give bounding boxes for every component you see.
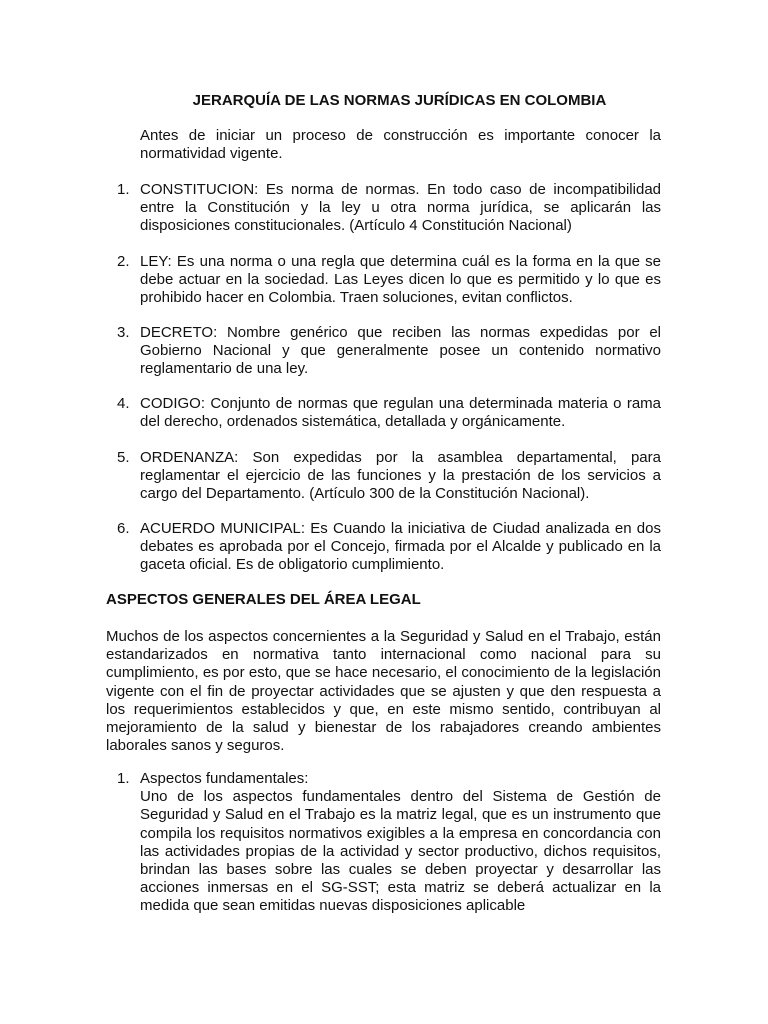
section-paragraph: Muchos de los aspectos concernientes a la Seguridad y Salud en el Trabajo, están estandarizados en normativa tanto internacional como nacional para su cumplimiento, es por esto, que se hace necesario, el conocimiento de la legislación vigente con el fin de proyectar actividades que se ajusten y que den respuesta a los requerimientos establecidos y que, en este mismo sentido, contribuyan al mejoramiento de la salud y bienestar de los rabajadores creando ambientes laborales sanos y seguros. — [106, 628, 661, 755]
list-item — [106, 181, 661, 236]
list-item-number: 4. — [117, 395, 130, 412]
aspects-list — [106, 770, 661, 916]
list-item — [106, 520, 661, 575]
list-item — [106, 324, 661, 379]
list-item-number: 6. — [117, 520, 130, 537]
list-item — [106, 449, 661, 504]
list-item-text: DECRETO: Nombre genérico que reciben las normas expedidas por el Gobierno Nacional y que generalmente posee un contenido normativo reglamentario de una ley. — [140, 324, 661, 378]
list-item-number: 3. — [117, 324, 130, 341]
list-item-number: 1. — [117, 770, 130, 787]
list-item — [106, 395, 661, 431]
list-item — [106, 253, 661, 308]
list-item-text: CODIGO: Conjunto de normas que regulan una determinada materia o rama del derecho, ordenados sistemática, detallada y orgánicamente. — [140, 395, 661, 431]
list-item-number: 2. — [117, 253, 130, 270]
section-heading: ASPECTOS GENERALES DEL ÁREA LEGAL — [106, 591, 421, 608]
list-item-text: Uno de los aspectos fundamentales dentro del Sistema de Gestión de Seguridad y Salud en el Trabajo es la matriz legal, que es un instrumento que compila los requisitos normativos exigibles a la empresa en concordancia con las actividades propias de la actividad y sector productivo, dichos requisitos, brindan las bases sobre las cuales se deben proyectar y desarrollar las acciones inmersas en el SG-SST; esta matriz se deberá actualizar en la medida que sean emitidas nuevas disposiciones aplicable — [140, 788, 661, 915]
list-item-text: LEY: Es una norma o una regla que determina cuál es la forma en la que se debe actuar en la sociedad. Las Leyes dicen lo que es permitido y lo que es prohibido hacer en Colombia. Traen soluciones, evitan conflictos. — [140, 253, 661, 307]
document-title: JERARQUÍA DE LAS NORMAS JURÍDICAS EN COLOMBIA — [192, 92, 607, 109]
list-item-text: CONSTITUCION: Es norma de normas. En todo caso de incompatibilidad entre la Constitución y la ley u otra norma jurídica, se aplicarán las disposiciones constitucionales. (Artículo 4 Constitución Nacional) — [140, 181, 661, 235]
intro-paragraph: Antes de iniciar un proceso de construcción es importante conocer la normatividad vigente. — [140, 127, 661, 163]
list-item-number: 5. — [117, 449, 130, 466]
list-item-text: ORDENANZA: Son expedidas por la asamblea departamental, para reglamentar el ejercicio de las funciones y la prestación de los servicios a cargo del Departamento. (Artículo 300 de la Constitución Nacional). — [140, 449, 661, 503]
list-item-title: Aspectos fundamentales: — [140, 770, 309, 787]
list-item — [106, 770, 661, 916]
list-item-text: ACUERDO MUNICIPAL: Es Cuando la iniciativa de Ciudad analizada en dos debates es aprobada por el Concejo, firmada por el Alcalde y publicado en la gaceta oficial. Es de obligatorio cumplimiento. — [140, 520, 661, 574]
list-item-number: 1. — [117, 181, 130, 198]
